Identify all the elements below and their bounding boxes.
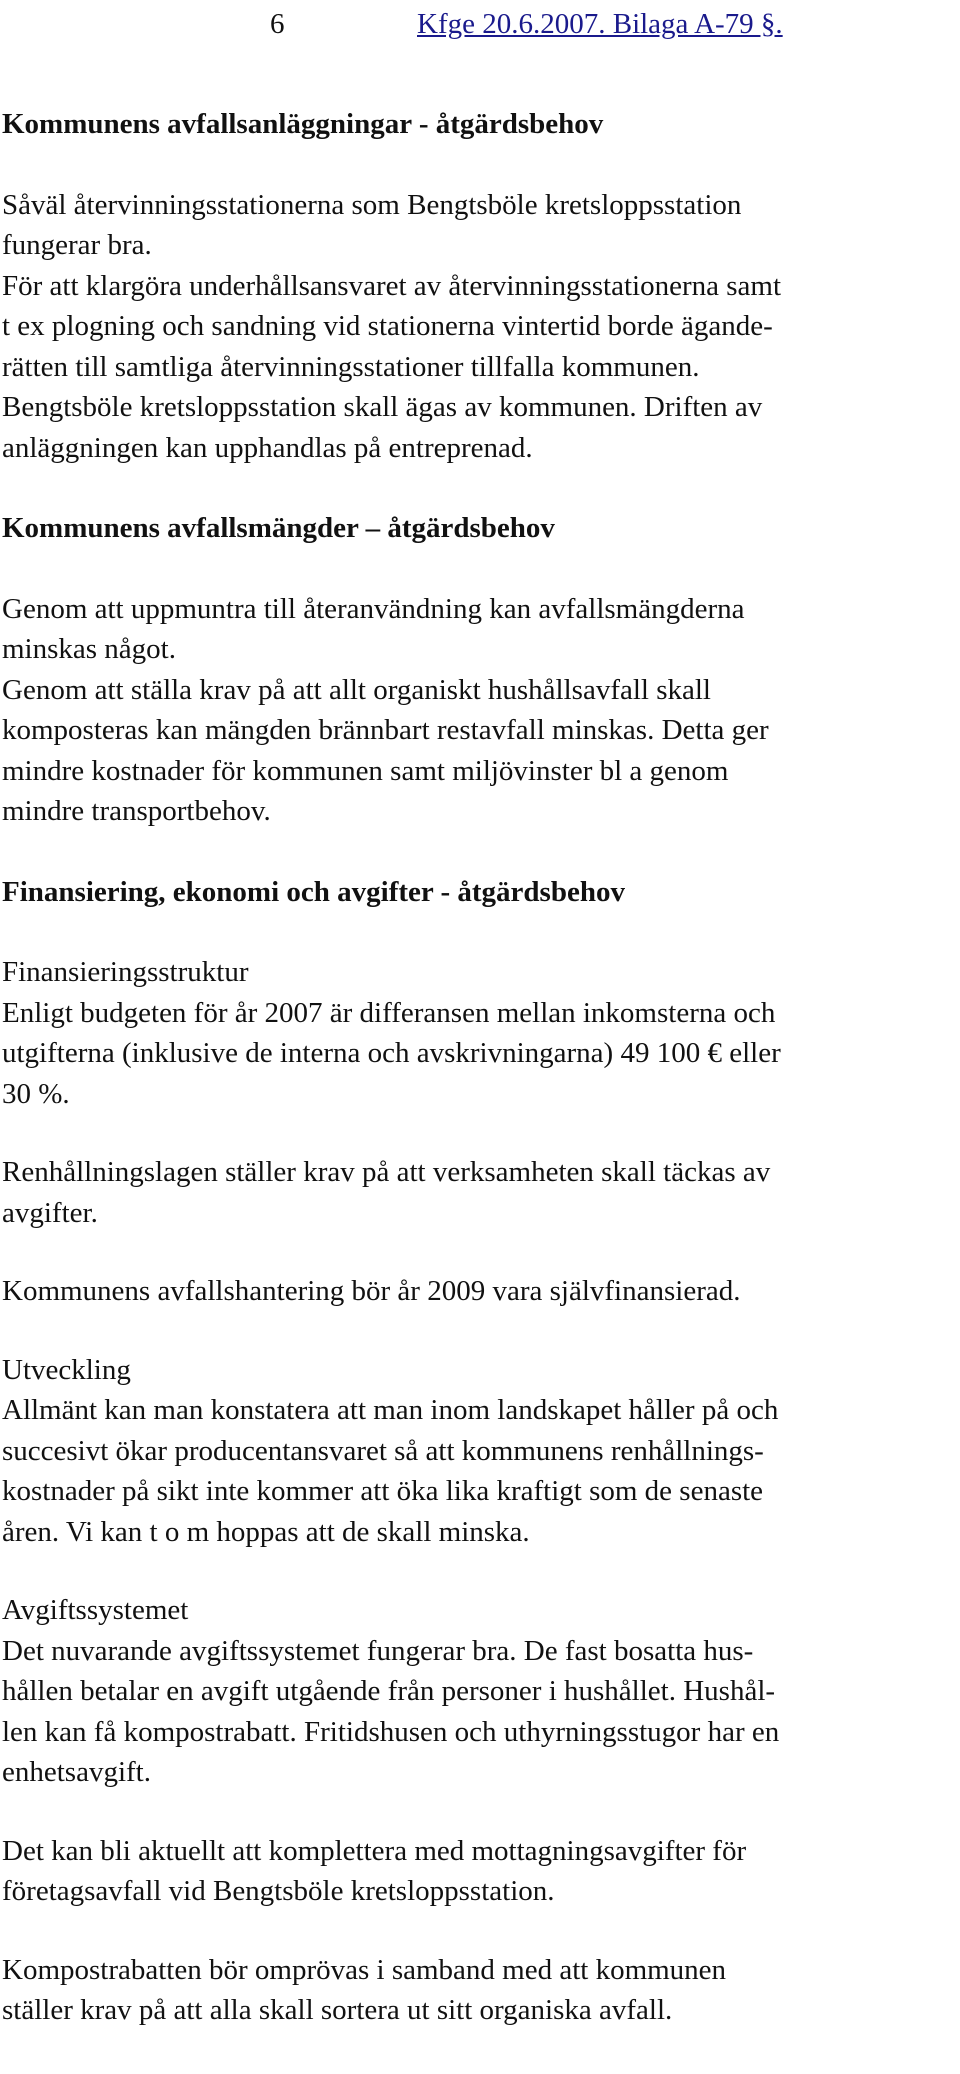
text-line: Renhållningslagen ställer krav på att verksamheten skall täckas av (2, 1156, 771, 1188)
document-body (0, 104, 960, 2031)
text-line: företagsavfall vid Bengtsböle kretsloppsstation. (2, 1875, 555, 1907)
text-line: succesivt ökar producentansvaret så att kommunens renhållnings- (2, 1434, 764, 1467)
text-line: För att klargöra underhållsansvaret av återvinningsstationerna samt (2, 269, 782, 302)
page-number: 6 (270, 8, 285, 40)
text-line: Det nuvarande avgiftssystemet fungerar bra. De fast bosatta hus- (2, 1634, 754, 1667)
text-line: ställer krav på att alla skall sortera ut sitt organiska avfall. (2, 1994, 673, 2026)
subheading-finansieringsstruktur: Finansieringsstruktur (2, 956, 249, 988)
heading-finansiering: Finansiering, ekonomi och avgifter - åtgärdsbehov (2, 875, 625, 908)
text-line: Bengtsböle kretsloppsstation skall ägas av kommunen. Driften av (2, 391, 763, 423)
text-line: åren. Vi kan t o m hoppas att de skall minska. (2, 1515, 530, 1548)
text-line: enhetsavgift. (2, 1756, 151, 1788)
text-line: kostnader på sikt inte kommer att öka lika kraftigt som de senaste (2, 1475, 764, 1507)
text-line: Kommunens avfallshantering bör år 2009 vara självfinansierad. (2, 1275, 741, 1307)
text-line: mindre kostnader för kommunen samt miljövinster bl a genom (2, 754, 729, 787)
text-line: mindre transportbehov. (2, 795, 271, 827)
text-line: utgifterna (inklusive de interna och avskrivningarna) 49 100 € eller (2, 1037, 781, 1069)
heading-avfallsanlaggningar: Kommunens avfallsanläggningar - åtgärdsbehov (2, 108, 604, 140)
text-line: Det kan bli aktuellt att komplettera med mottagningsavgifter för (2, 1834, 747, 1867)
text-line: Genom att uppmuntra till återanvändning kan avfallsmängderna (2, 592, 745, 625)
text-line: anläggningen kan upphandlas på entreprenad. (2, 431, 533, 464)
heading-avfallsmangder: Kommunens avfallsmängder – åtgärdsbehov (2, 512, 555, 544)
text-line: avgifter. (2, 1196, 98, 1229)
text-line: Genom att ställa krav på att allt organiskt hushållsavfall skall (2, 673, 711, 706)
text-line: Kompostrabatten bör omprövas i samband med att kommunen (2, 1953, 727, 1986)
text-line: Allmänt kan man konstatera att man inom landskapet håller på och (2, 1394, 779, 1426)
page-header (0, 2, 960, 46)
text-line: len kan få kompostrabatt. Fritidshusen och uthyrningsstugor har en (2, 1715, 780, 1748)
text-line: t ex plogning och sandning vid stationerna vintertid borde ägande- (2, 310, 773, 342)
reference-link[interactable]: Kfge 20.6.2007. Bilaga A-79 §. (417, 8, 783, 40)
text-line: Enligt budgeten för år 2007 är differansen mellan inkomsterna och (2, 996, 776, 1029)
text-line: fungerar bra. (2, 229, 152, 261)
text-line: Såväl återvinningsstationerna som Bengtsböle kretsloppsstation (2, 188, 742, 221)
subheading-avgiftssystemet: Avgiftssystemet (2, 1594, 189, 1626)
text-line: komposteras kan mängden brännbart restavfall minskas. Detta ger (2, 714, 769, 746)
text-line: hållen betalar en avgift utgående från personer i hushållet. Hushål- (2, 1675, 776, 1707)
subheading-utveckling: Utveckling (2, 1353, 131, 1386)
text-line: minskas något. (2, 633, 176, 665)
text-line: rätten till samtliga återvinningsstationer tillfalla kommunen. (2, 350, 700, 383)
text-line: 30 %. (2, 1077, 70, 1110)
